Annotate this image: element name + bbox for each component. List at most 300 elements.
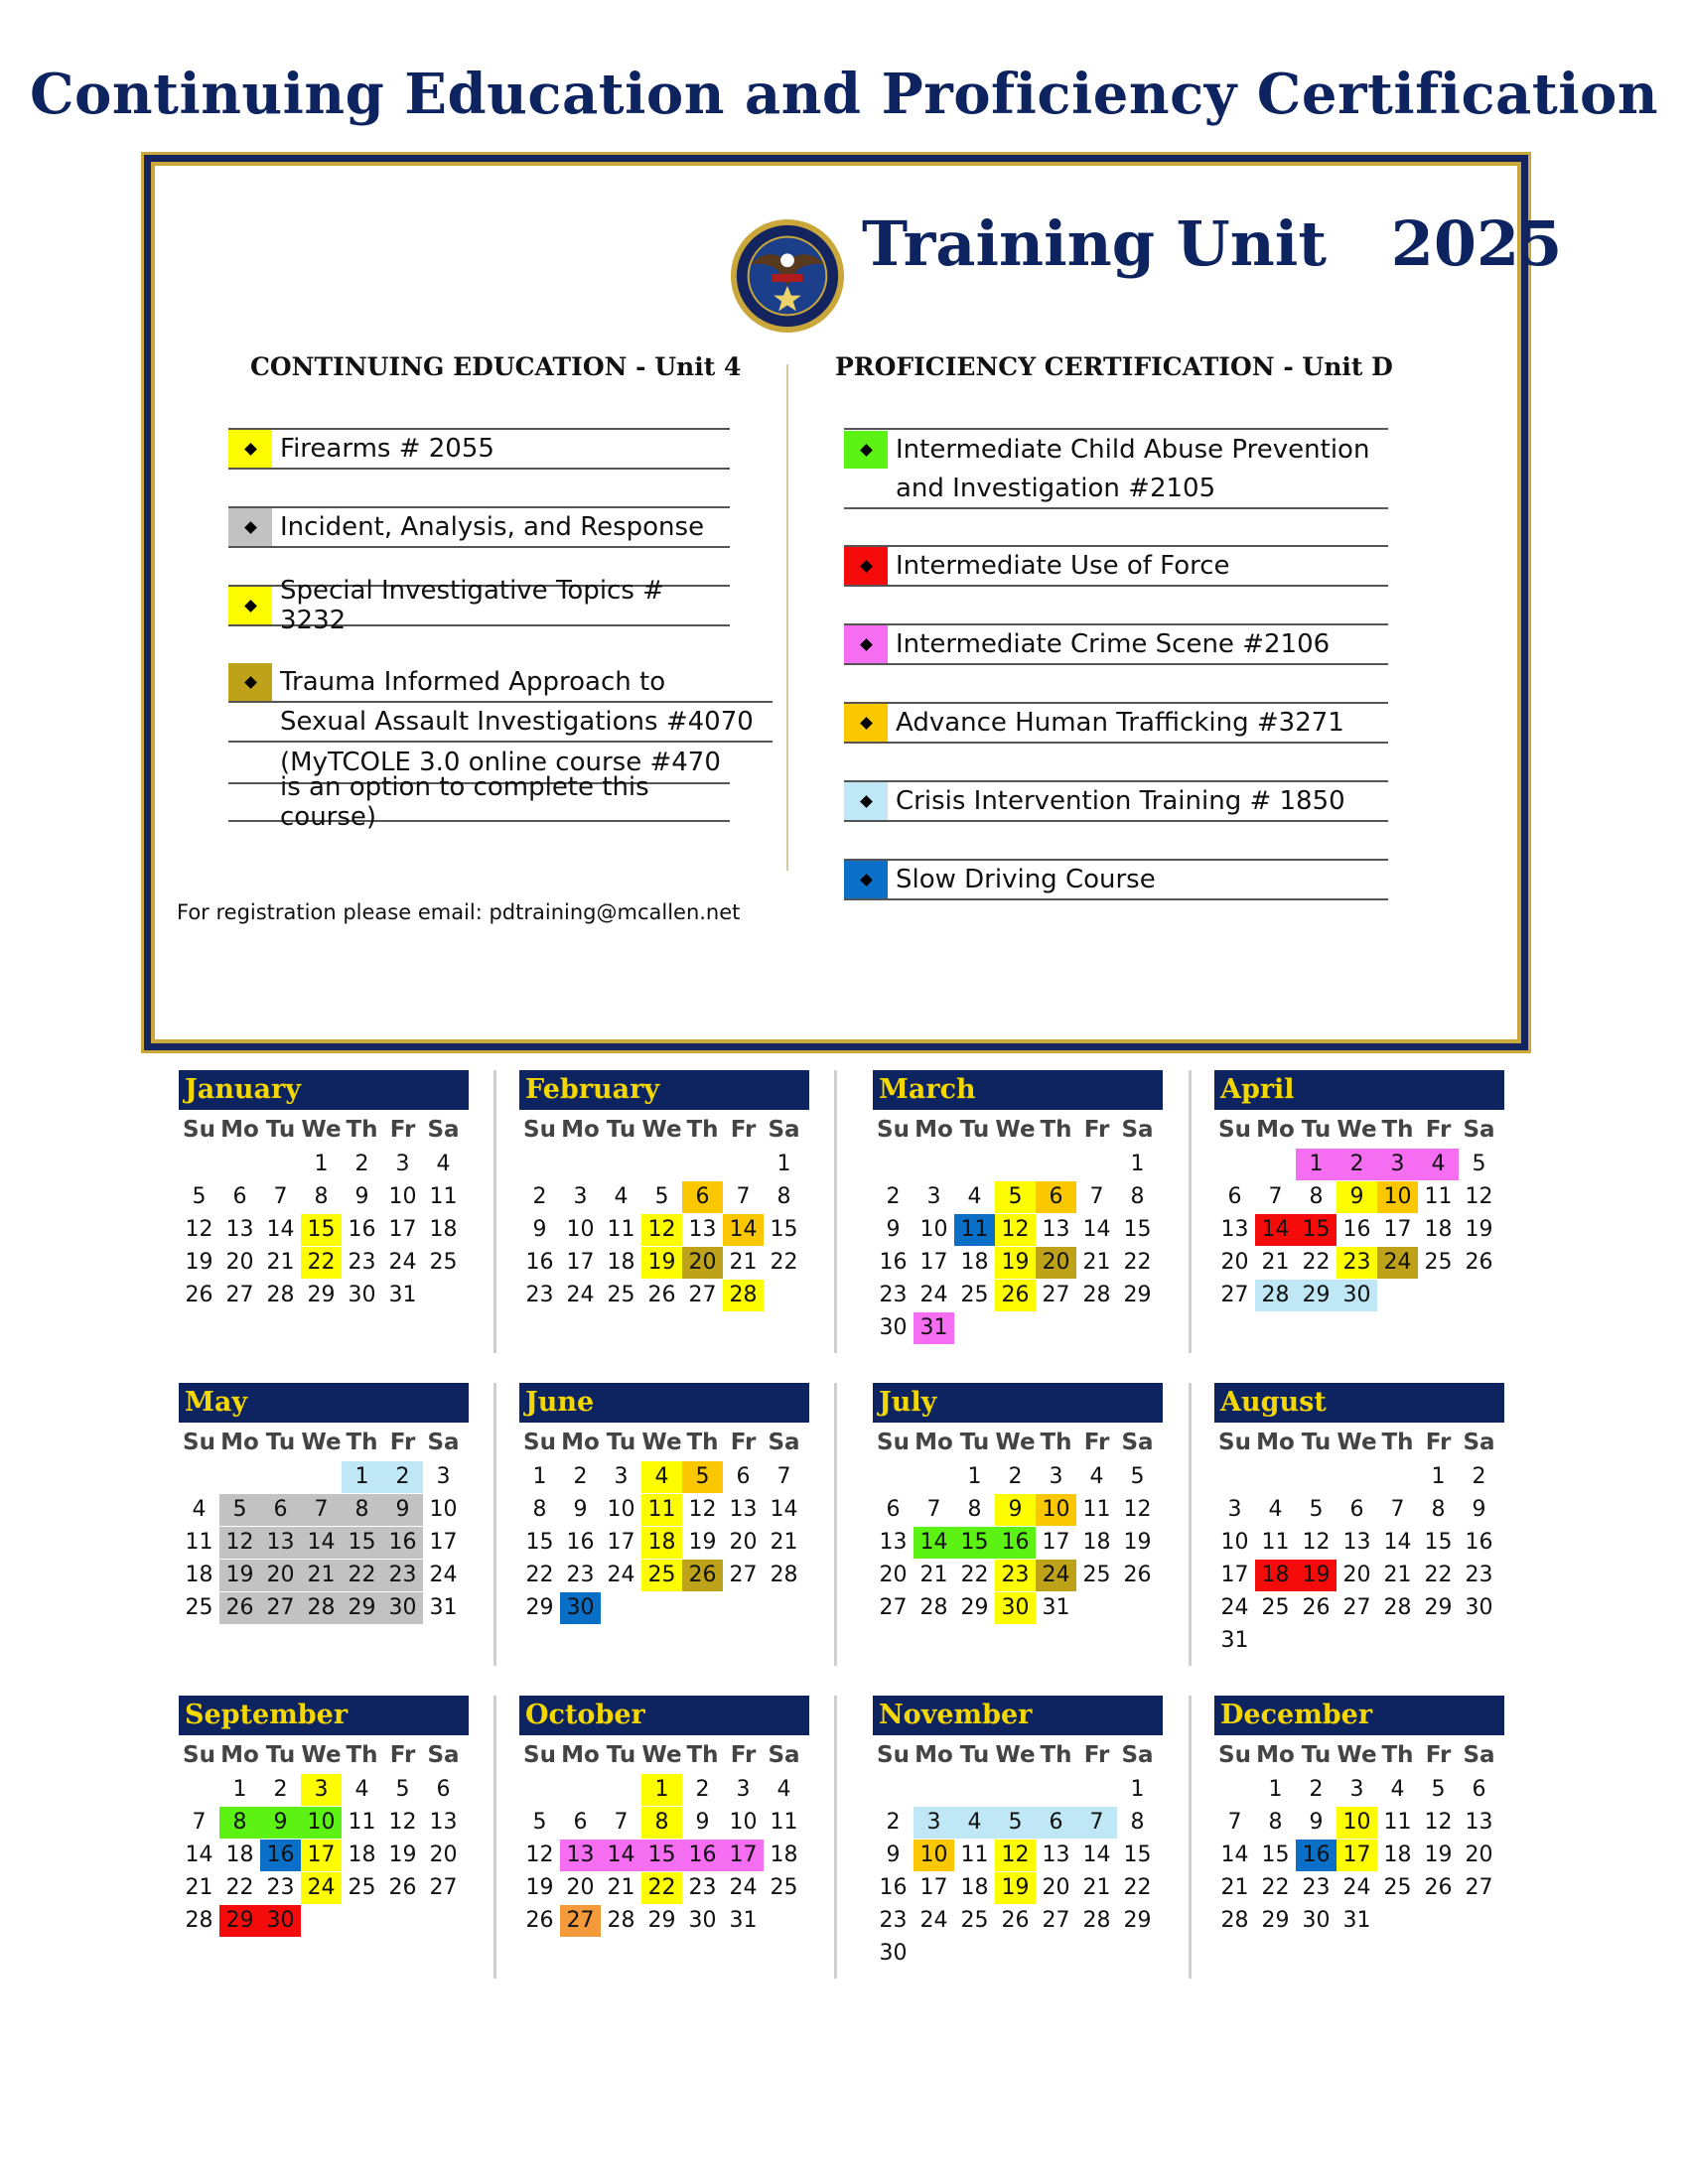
day-cell-highlighted: 30 (382, 1592, 423, 1624)
day-cell: 23 (879, 1908, 908, 1933)
day-cell-highlighted: 5 (995, 1181, 1036, 1213)
day-cell: 11 (348, 1810, 376, 1835)
day-cell-highlighted: 24 (1036, 1560, 1076, 1591)
day-cell: 10 (729, 1810, 758, 1835)
legend-swatch-orange (844, 704, 888, 742)
weekday-label: Sa (427, 1117, 460, 1143)
month-title: October (519, 1696, 809, 1735)
month-december (1214, 1696, 1504, 1937)
weekday-label: Su (1218, 1430, 1251, 1455)
weekday-label: Th (1381, 1742, 1414, 1768)
day-cell: 20 (1465, 1843, 1493, 1867)
weekday-label: Tu (1301, 1430, 1332, 1455)
day-cell: 25 (1424, 1250, 1453, 1275)
empty-day-cell (1418, 1280, 1459, 1311)
day-cell: 24 (919, 1283, 948, 1307)
legend-item (228, 428, 730, 470)
week-row (179, 1774, 469, 1806)
empty-day-cell (1296, 1461, 1336, 1493)
day-cell: 16 (525, 1250, 554, 1275)
day-cell: 11 (770, 1810, 798, 1835)
day-cell-highlighted: 11 (954, 1214, 995, 1246)
day-cell: 4 (354, 1777, 369, 1802)
day-cell: 2 (354, 1152, 369, 1176)
day-cell: 17 (566, 1250, 595, 1275)
day-cell: 13 (1220, 1217, 1249, 1242)
day-cell-highlighted: 12 (641, 1214, 682, 1246)
day-cell: 20 (429, 1843, 458, 1867)
weekday-label: Fr (389, 1742, 416, 1768)
day-cell-highlighted: 23 (995, 1560, 1036, 1591)
day-cell: 5 (1309, 1497, 1324, 1522)
day-cell: 2 (273, 1777, 288, 1802)
registration-note: For registration please email: pdtraining@mcallen.net (177, 900, 741, 924)
day-cell: 7 (273, 1184, 288, 1209)
day-cell: 9 (695, 1810, 710, 1835)
day-cell-highlighted: 28 (301, 1592, 342, 1624)
day-cell: 8 (532, 1497, 547, 1522)
day-cell: 9 (354, 1184, 369, 1209)
unit-title: Training Unit 2025 (862, 207, 1563, 280)
day-cell-highlighted: 23 (382, 1560, 423, 1591)
week-row (179, 1560, 469, 1591)
day-cell: 9 (573, 1497, 588, 1522)
day-cell: 3 (1349, 1777, 1364, 1802)
week-row (873, 1560, 1163, 1591)
weekday-label: Mo (914, 1742, 953, 1768)
empty-day-cell (1255, 1461, 1296, 1493)
day-cell: 17 (919, 1875, 948, 1900)
day-cell: 22 (960, 1563, 989, 1587)
empty-day-cell (764, 1592, 804, 1624)
weekday-label: Sa (768, 1117, 800, 1143)
weekday-label: Tu (265, 1117, 296, 1143)
day-cell: 19 (1465, 1217, 1493, 1242)
weekday-label: Tu (959, 1430, 990, 1455)
day-cell: 23 (688, 1875, 717, 1900)
empty-day-cell (179, 1461, 219, 1493)
legend-label: Slow Driving Course (896, 865, 1156, 894)
month-title: May (179, 1383, 469, 1423)
day-cell: 4 (776, 1777, 791, 1802)
legend-swatch-olive (228, 663, 272, 701)
weekday-label: Su (1218, 1742, 1251, 1768)
day-cell: 24 (429, 1563, 458, 1587)
empty-day-cell (954, 1149, 995, 1180)
weekday-header (519, 1112, 809, 1148)
empty-day-cell (682, 1149, 723, 1180)
day-cell: 22 (1424, 1563, 1453, 1587)
diamond-icon (860, 717, 873, 730)
day-cell: 7 (736, 1184, 751, 1209)
weekday-label: Su (523, 1117, 556, 1143)
day-cell: 25 (348, 1875, 376, 1900)
day-cell: 31 (1342, 1908, 1371, 1933)
weekday-header (1214, 1737, 1504, 1773)
empty-day-cell (1076, 1938, 1117, 1970)
weekday-label: Mo (220, 1430, 259, 1455)
day-cell-highlighted: 15 (342, 1527, 382, 1559)
empty-day-cell (873, 1774, 914, 1806)
day-cell-highlighted: 9 (260, 1807, 301, 1839)
day-cell-highlighted: 26 (682, 1560, 723, 1591)
day-cell: 1 (532, 1464, 547, 1489)
day-cell: 20 (566, 1875, 595, 1900)
day-cell-highlighted: 19 (1296, 1560, 1336, 1591)
day-cell-highlighted: 14 (301, 1527, 342, 1559)
day-cell: 17 (607, 1530, 635, 1555)
day-cell-highlighted: 19 (641, 1247, 682, 1279)
empty-day-cell (1036, 1149, 1076, 1180)
info-panel-inner (151, 162, 1563, 1043)
week-row (873, 1247, 1163, 1279)
month-separator (493, 1070, 496, 1353)
week-row (873, 1280, 1163, 1311)
week-row (1214, 1494, 1504, 1526)
week-row (519, 1527, 809, 1559)
week-row (1214, 1461, 1504, 1493)
empty-day-cell (301, 1905, 342, 1937)
month-title: November (873, 1696, 1163, 1735)
week-row (179, 1840, 469, 1871)
week-row (1214, 1807, 1504, 1839)
day-cell-highlighted: 28 (723, 1280, 764, 1311)
empty-day-cell (1377, 1461, 1418, 1493)
day-cell-highlighted: 9 (382, 1494, 423, 1526)
empty-day-cell (641, 1592, 682, 1624)
legend-label: and Investigation #2105 (896, 474, 1216, 503)
day-cell: 20 (1342, 1563, 1371, 1587)
day-cell: 25 (607, 1283, 635, 1307)
day-cell: 27 (429, 1875, 458, 1900)
empty-day-cell (1036, 1312, 1076, 1344)
day-cell: 18 (348, 1843, 376, 1867)
day-cell: 28 (607, 1908, 635, 1933)
day-cell: 22 (1123, 1250, 1152, 1275)
legend-label: Intermediate Child Abuse Prevention (896, 435, 1370, 465)
day-cell: 21 (266, 1250, 295, 1275)
day-cell-highlighted: 10 (914, 1840, 954, 1871)
day-cell-highlighted: 13 (560, 1840, 601, 1871)
weekday-label: Th (686, 1117, 719, 1143)
day-cell-highlighted: 4 (641, 1461, 682, 1493)
weekday-label: Fr (389, 1117, 416, 1143)
day-cell: 2 (695, 1777, 710, 1802)
month-march (873, 1070, 1163, 1344)
weekday-label: Tu (606, 1742, 636, 1768)
day-cell: 25 (185, 1595, 213, 1620)
weekday-header (1214, 1112, 1504, 1148)
day-cell-highlighted: 15 (1296, 1214, 1336, 1246)
day-cell: 18 (770, 1843, 798, 1867)
empty-day-cell (764, 1280, 804, 1311)
day-cell-highlighted: 8 (641, 1807, 682, 1839)
day-cell: 1 (1130, 1152, 1145, 1176)
legend-label: Advance Human Trafficking #3271 (896, 708, 1344, 738)
day-cell: 21 (1261, 1250, 1290, 1275)
day-cell: 21 (729, 1250, 758, 1275)
weekday-label: Th (686, 1742, 719, 1768)
empty-day-cell (914, 1149, 954, 1180)
day-cell: 14 (770, 1497, 798, 1522)
weekday-label: We (641, 1430, 682, 1455)
weekday-label: Tu (265, 1430, 296, 1455)
week-row (519, 1872, 809, 1904)
weekday-header (1214, 1425, 1504, 1460)
day-cell: 5 (1130, 1464, 1145, 1489)
day-cell: 2 (886, 1184, 901, 1209)
month-june (519, 1383, 809, 1624)
day-cell: 11 (429, 1184, 458, 1209)
day-cell: 11 (1261, 1530, 1290, 1555)
day-cell-highlighted: 24 (1377, 1247, 1418, 1279)
day-cell: 4 (614, 1184, 629, 1209)
week-row (519, 1280, 809, 1311)
day-cell: 26 (388, 1875, 417, 1900)
day-cell: 18 (1424, 1217, 1453, 1242)
day-cell: 11 (607, 1217, 635, 1242)
weekday-label: Mo (914, 1117, 953, 1143)
day-cell: 12 (1424, 1810, 1453, 1835)
weekday-label: Fr (389, 1430, 416, 1455)
month-title: June (519, 1383, 809, 1423)
weekday-label: Sa (768, 1742, 800, 1768)
empty-day-cell (1076, 1149, 1117, 1180)
diamond-icon (244, 521, 257, 534)
week-row (1214, 1247, 1504, 1279)
weekday-label: Su (877, 1742, 910, 1768)
day-cell: 17 (429, 1530, 458, 1555)
weekday-label: Mo (914, 1430, 953, 1455)
diamond-icon (244, 600, 257, 613)
week-row (179, 1247, 469, 1279)
week-row (873, 1592, 1163, 1624)
day-cell: 25 (429, 1250, 458, 1275)
legend-swatch-yellow (228, 587, 272, 624)
day-cell-highlighted: 5 (219, 1494, 260, 1526)
day-cell: 17 (919, 1250, 948, 1275)
week-row (1214, 1527, 1504, 1559)
day-cell: 6 (1472, 1777, 1486, 1802)
weekday-label: We (1336, 1742, 1377, 1768)
weekday-header (873, 1112, 1163, 1148)
week-row (1214, 1560, 1504, 1591)
day-cell-highlighted: 19 (995, 1872, 1036, 1904)
day-cell: 13 (1342, 1530, 1371, 1555)
empty-day-cell (1255, 1625, 1296, 1657)
weekday-label: Fr (1425, 1117, 1452, 1143)
day-cell: 26 (1465, 1250, 1493, 1275)
weekday-label: Sa (427, 1430, 460, 1455)
day-cell: 6 (1349, 1497, 1364, 1522)
day-cell: 5 (532, 1810, 547, 1835)
weekday-label: Sa (1121, 1117, 1154, 1143)
empty-day-cell (1076, 1774, 1117, 1806)
day-cell: 28 (919, 1595, 948, 1620)
day-cell: 22 (1302, 1250, 1331, 1275)
weekday-label: Fr (730, 1430, 757, 1455)
weekday-label: Th (1040, 1117, 1072, 1143)
weekday-label: Tu (959, 1742, 990, 1768)
day-cell: 27 (1465, 1875, 1493, 1900)
week-row (1214, 1280, 1504, 1311)
day-cell: 13 (1042, 1843, 1070, 1867)
day-cell: 18 (1082, 1530, 1111, 1555)
weekday-label: Su (183, 1117, 215, 1143)
week-row (1214, 1905, 1504, 1937)
day-cell-highlighted: 20 (260, 1560, 301, 1591)
legend-item (844, 859, 1388, 900)
day-cell: 30 (1465, 1595, 1493, 1620)
proficiency-certification-heading: PROFICIENCY CERTIFICATION - Unit D (835, 352, 1393, 381)
weekday-label: We (641, 1117, 682, 1143)
day-cell: 6 (1227, 1184, 1242, 1209)
day-cell: 8 (776, 1184, 791, 1209)
month-title: September (179, 1696, 469, 1735)
day-cell: 27 (879, 1595, 908, 1620)
day-cell: 23 (1302, 1875, 1331, 1900)
day-cell-highlighted: 12 (219, 1527, 260, 1559)
day-cell: 8 (1130, 1810, 1145, 1835)
day-cell-highlighted: 16 (260, 1840, 301, 1871)
day-cell-highlighted: 16 (1296, 1840, 1336, 1871)
day-cell: 18 (429, 1217, 458, 1242)
empty-day-cell (1377, 1905, 1418, 1937)
day-cell: 3 (573, 1184, 588, 1209)
day-cell: 21 (1082, 1250, 1111, 1275)
diamond-icon (244, 443, 257, 456)
month-title: July (873, 1383, 1163, 1423)
day-cell: 6 (736, 1464, 751, 1489)
legend-item (228, 506, 730, 548)
day-cell: 17 (388, 1217, 417, 1242)
week-row (1214, 1625, 1504, 1657)
weekday-label: Fr (730, 1742, 757, 1768)
empty-day-cell (1214, 1461, 1255, 1493)
day-cell: 6 (232, 1184, 247, 1209)
month-separator (834, 1383, 837, 1666)
day-cell: 5 (654, 1184, 669, 1209)
day-cell: 12 (688, 1497, 717, 1522)
week-row (179, 1807, 469, 1839)
day-cell: 29 (1424, 1595, 1453, 1620)
day-cell-highlighted: 6 (1036, 1807, 1076, 1839)
day-cell: 24 (1342, 1875, 1371, 1900)
day-cell-highlighted: 29 (219, 1905, 260, 1937)
month-title: August (1214, 1383, 1504, 1423)
week-row (1214, 1592, 1504, 1624)
day-cell-highlighted: 11 (641, 1494, 682, 1526)
day-cell-highlighted: 4 (954, 1807, 995, 1839)
day-cell-highlighted: 7 (1076, 1807, 1117, 1839)
empty-day-cell (1418, 1905, 1459, 1937)
empty-day-cell (873, 1149, 914, 1180)
week-row (519, 1247, 809, 1279)
day-cell-highlighted: 16 (995, 1527, 1036, 1559)
legend-swatch-lightblue (844, 782, 888, 820)
day-cell-highlighted: 6 (682, 1181, 723, 1213)
weekday-label: We (995, 1117, 1036, 1143)
day-cell: 12 (1465, 1184, 1493, 1209)
weekday-label: Su (183, 1742, 215, 1768)
empty-day-cell (995, 1312, 1036, 1344)
day-cell-highlighted: 12 (995, 1840, 1036, 1871)
day-cell: 23 (1465, 1563, 1493, 1587)
day-cell-highlighted: 17 (723, 1840, 764, 1871)
empty-day-cell (995, 1774, 1036, 1806)
week-row (1214, 1214, 1504, 1246)
empty-day-cell (723, 1149, 764, 1180)
weekday-label: Fr (1083, 1117, 1110, 1143)
day-cell: 8 (1309, 1184, 1324, 1209)
day-cell: 8 (1130, 1184, 1145, 1209)
day-cell: 20 (729, 1530, 758, 1555)
day-cell: 28 (1220, 1908, 1249, 1933)
continuing-education-heading: CONTINUING EDUCATION - Unit 4 (250, 352, 742, 381)
week-row (519, 1214, 809, 1246)
month-august (1214, 1383, 1504, 1657)
empty-day-cell (1076, 1312, 1117, 1344)
day-cell: 7 (192, 1810, 207, 1835)
month-january (179, 1070, 469, 1311)
empty-day-cell (519, 1774, 560, 1806)
week-row (873, 1774, 1163, 1806)
weekday-label: Mo (561, 1117, 600, 1143)
day-cell: 21 (919, 1563, 948, 1587)
day-cell: 15 (770, 1217, 798, 1242)
empty-day-cell (342, 1905, 382, 1937)
day-cell: 24 (1220, 1595, 1249, 1620)
day-cell: 18 (1383, 1843, 1412, 1867)
day-cell-highlighted: 27 (560, 1905, 601, 1937)
day-cell: 1 (1431, 1464, 1446, 1489)
empty-day-cell (954, 1938, 995, 1970)
day-cell: 28 (1082, 1908, 1111, 1933)
empty-day-cell (764, 1905, 804, 1937)
day-cell: 7 (1089, 1184, 1104, 1209)
empty-day-cell (1117, 1592, 1158, 1624)
day-cell: 10 (1220, 1530, 1249, 1555)
empty-day-cell (1117, 1312, 1158, 1344)
legend-label: Incident, Analysis, and Response (280, 512, 705, 542)
day-cell: 10 (607, 1497, 635, 1522)
day-cell: 4 (1089, 1464, 1104, 1489)
day-cell: 5 (395, 1777, 410, 1802)
day-cell: 12 (525, 1843, 554, 1867)
day-cell: 2 (1008, 1464, 1023, 1489)
week-row (519, 1592, 809, 1624)
empty-day-cell (1036, 1938, 1076, 1970)
weekday-label: Sa (1463, 1117, 1495, 1143)
day-cell: 14 (1082, 1217, 1111, 1242)
month-april (1214, 1070, 1504, 1311)
day-cell: 24 (729, 1875, 758, 1900)
day-cell: 23 (266, 1875, 295, 1900)
empty-day-cell (682, 1592, 723, 1624)
weekday-label: We (1336, 1117, 1377, 1143)
legend-item (228, 663, 773, 832)
legend-label: Crisis Intervention Training # 1850 (896, 786, 1345, 816)
empty-day-cell (914, 1938, 954, 1970)
day-cell: 10 (919, 1217, 948, 1242)
day-cell: 7 (614, 1810, 629, 1835)
empty-day-cell (1459, 1280, 1499, 1311)
day-cell: 11 (1383, 1810, 1412, 1835)
day-cell-highlighted: 1 (641, 1774, 682, 1806)
day-cell: 9 (1472, 1497, 1486, 1522)
empty-day-cell (519, 1149, 560, 1180)
day-cell: 15 (1123, 1843, 1152, 1867)
